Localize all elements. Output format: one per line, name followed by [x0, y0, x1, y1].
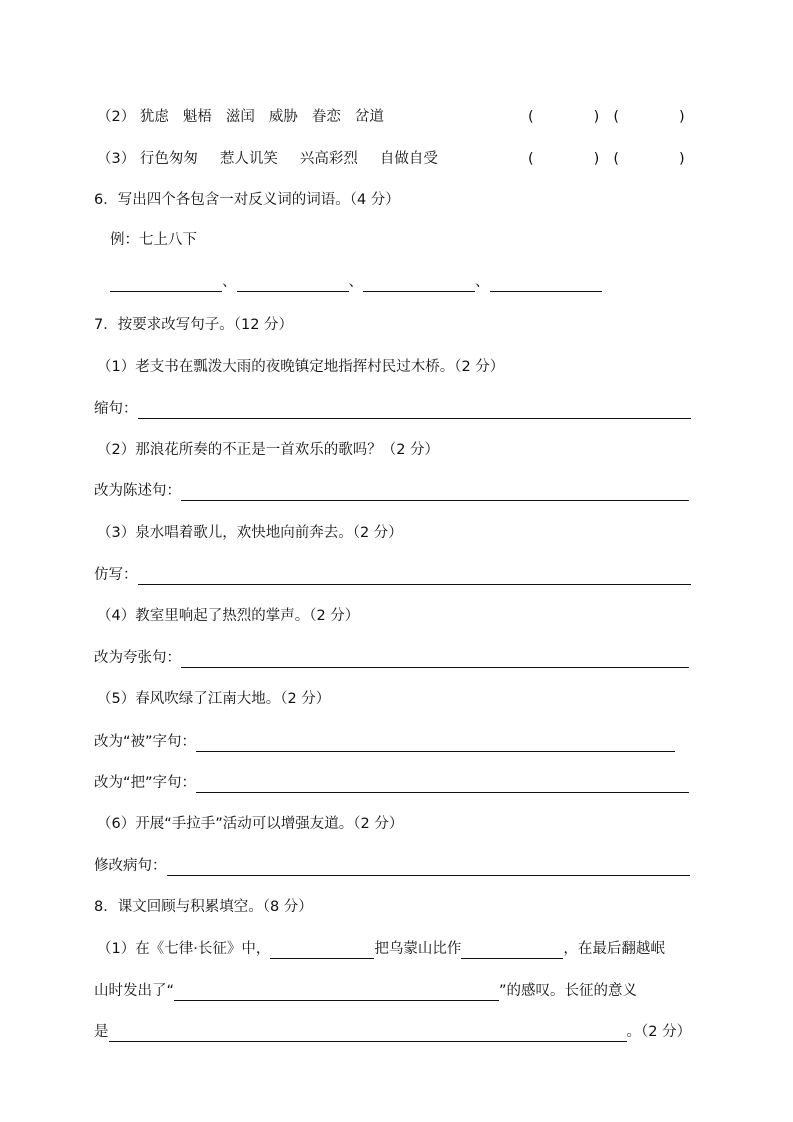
- q7-prompt: （6）开展“手拉手”活动可以增强友道。（2 分）: [97, 816, 404, 832]
- answer-line[interactable]: 改为夸张句：: [94, 648, 689, 668]
- q7-title: 7．按要求改写句子。（12 分）: [94, 317, 294, 333]
- q8-line-1[interactable]: （1）在《七律·长征》中， 把乌蒙山比作 ，在最后翻越岷: [97, 941, 665, 957]
- word: 惹人讥笑: [219, 151, 278, 167]
- word: 兴高彩烈: [299, 151, 358, 167]
- word: 自做自受: [379, 151, 438, 167]
- q7-prompt: （5）春风吹绿了江南大地。（2 分）: [97, 691, 331, 707]
- q6-blanks[interactable]: 、 、 、: [110, 272, 602, 292]
- q7-prompt: （3）泉水唱着歌儿，欢快地向前奔去。（2 分）: [97, 525, 403, 541]
- answer-line[interactable]: 仿写：: [94, 565, 691, 585]
- word: 威胁: [268, 109, 298, 125]
- q8-line-2[interactable]: 山时发出了“ ”的感叹。长征的意义: [94, 983, 638, 999]
- answer-line[interactable]: 缩句：: [94, 399, 691, 419]
- word: 眷恋: [311, 109, 341, 125]
- word: 魁梧: [182, 109, 212, 125]
- q5-row-2: [97, 107, 384, 127]
- answer-line[interactable]: 改为陈述句：: [94, 481, 689, 501]
- label: （3）: [97, 151, 136, 167]
- q6-example: 例：七上八下: [110, 232, 197, 248]
- answer-parens[interactable]: ( ) ( ): [528, 109, 685, 125]
- word: 行色匆匆: [139, 151, 198, 167]
- q7-prompt: （4）教室里响起了热烈的掌声。（2 分）: [97, 608, 360, 624]
- word: 犹虑: [139, 109, 169, 125]
- q6-title: 6．写出四个各包含一对反义词的词语。（4 分）: [94, 192, 400, 208]
- q8-title: 8．课文回顾与积累填空。（8 分）: [94, 899, 313, 915]
- q5-row-3: [97, 149, 438, 169]
- answer-line[interactable]: 改为“把”字句：: [94, 773, 689, 793]
- label: （2）: [97, 109, 136, 125]
- answer-line[interactable]: 修改病句：: [94, 856, 690, 876]
- q7-prompt: （1）老支书在瓢泼大雨的夜晚镇定地指挥村民过木桥。（2 分）: [97, 359, 505, 375]
- word: 滋闰: [225, 109, 255, 125]
- answer-parens[interactable]: ( ) ( ): [528, 151, 685, 167]
- word: 岔道: [354, 109, 384, 125]
- q8-line-3[interactable]: 是 。（2 分）: [94, 1024, 692, 1040]
- q7-prompt: （2）那浪花所奏的不正是一首欢乐的歌吗？（2 分）: [97, 442, 440, 458]
- answer-line[interactable]: 改为“被”字句：: [94, 732, 675, 752]
